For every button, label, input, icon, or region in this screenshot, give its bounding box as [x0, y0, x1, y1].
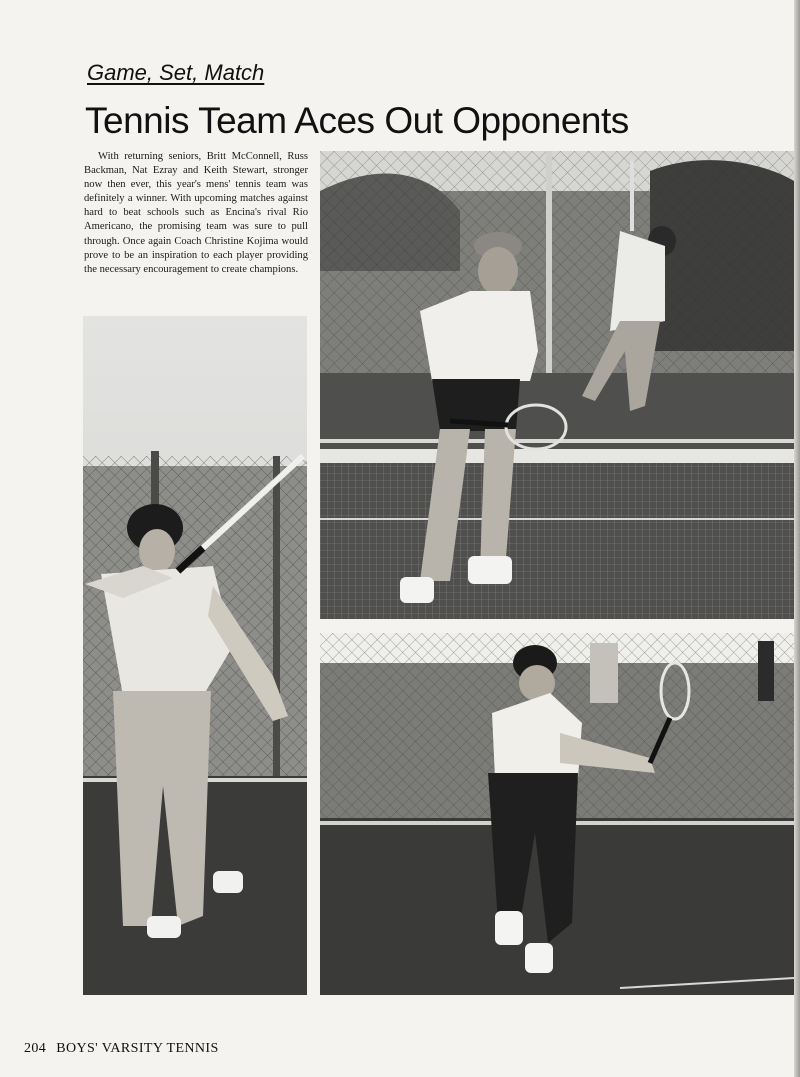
page-number: 204 — [24, 1041, 47, 1056]
kicker-heading: Game, Set, Match — [87, 60, 265, 85]
section-title: BOYS' VARSITY TENNIS — [56, 1041, 219, 1056]
article-body: With returning seniors, Britt McConnell, Russ Backman, Nat Ezray and Keith Stewart, stronger now then ever, this year's mens' tennis team was definitely a winner. With upcoming matches against hard to beat schools such as Encina's rival Rio Americano, the promising team was sure to pull through. Once again Coach Christine Kojima would prove to be an inspiration to each player providing the necessary encouragement to create champions. — [84, 151, 308, 275]
page-footer — [24, 1041, 219, 1057]
page-headline: Tennis Team Aces Out Opponents — [85, 100, 629, 141]
photo-backhand-player — [83, 316, 307, 995]
page-binding-edge — [794, 0, 800, 1077]
photo-backhand-image — [83, 316, 307, 995]
photo-forehand-player — [320, 633, 794, 995]
photo-doubles-image — [320, 151, 794, 619]
photo-forehand-image — [320, 633, 794, 995]
photo-doubles-serve — [320, 151, 794, 619]
